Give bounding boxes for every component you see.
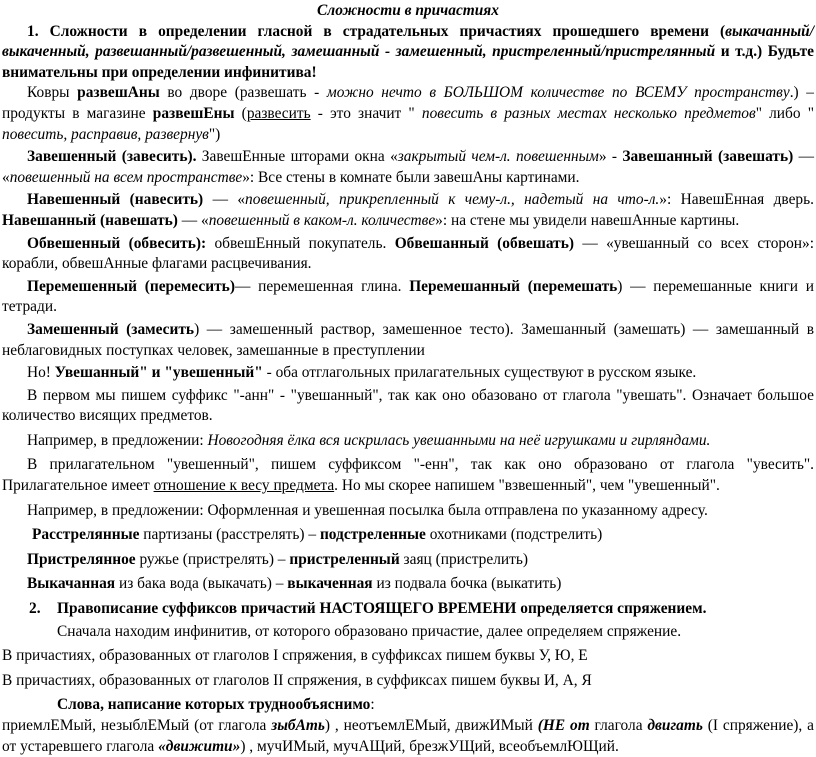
p3-italic: повешенный на всем пространстве <box>9 168 243 186</box>
p1-text-c: и т.д.) Будьте внимательны при определении инфинитива! <box>2 43 815 81</box>
list-number-2: 2. <box>29 600 41 618</box>
paragraph-5 <box>2 234 814 275</box>
document-page <box>0 1 816 757</box>
p6-term: Перемешенный (перемесить) <box>27 277 235 295</box>
p5-term: Обвешанный (обвешать) <box>394 234 574 252</box>
paragraph-17: Сначала находим инфинитив, от которого образовано причастие, далее определяем спряжение. <box>57 622 682 640</box>
p21-word: (НЕ от <box>537 717 590 734</box>
p14-term: Пристрелянное <box>27 550 136 568</box>
p15-text: из подвала бочка (выкатить) <box>372 575 562 593</box>
p11-underlined: отношение к весу предмета <box>153 477 335 495</box>
p15-text: из бака вода (выкачать) – <box>115 575 288 593</box>
p4-text: — « <box>203 191 246 209</box>
p8-text: - оба отглагольных прилагательных существуют в русском языке. <box>262 364 697 382</box>
p21-text: ) , мучИМый, мучАЩий, брезжУЩий, всеобъемлЮЩий. <box>240 737 619 755</box>
p3-text: » - <box>598 148 623 166</box>
p1-examples: выкачанный/выкаченный, развешанный/развешенный, замешанный - замешенный, пристреленный/пристрелянный <box>2 22 814 61</box>
p15-term: Выкачанная <box>27 575 116 593</box>
p13-term: подстреленные <box>319 526 426 544</box>
p21-text: приемлЕМый, незыблЕМый (от глагола <box>2 717 272 734</box>
paragraph-13 <box>2 525 814 546</box>
p6-text: ) — перемешанные книги и тетради. <box>2 277 815 316</box>
p16-heading: Правописание суффиксов причастий НАСТОЯЩЕГО ВРЕМЕНИ определяется спряжением. <box>57 600 707 618</box>
p11-text: В прилагательном "увешенный", пишем суффиксом "-енн", так как оно образовано от глагола "увесить". Прилагательное имеет <box>2 456 814 495</box>
p2-underlined: развесить <box>246 104 311 122</box>
document-title: Сложности в причастиях <box>317 2 499 19</box>
list-number-1: 1. <box>27 22 39 40</box>
paragraph-2 <box>2 83 814 145</box>
paragraph-10 <box>2 431 814 452</box>
p3-italic: закрытый чем-л. повешенным <box>397 148 599 166</box>
p14-text: заяц (пристрелить) <box>399 550 528 568</box>
p7-term: Замешенный (замесить <box>27 320 195 338</box>
paragraph-11 <box>2 455 814 496</box>
paragraph-1 <box>2 22 814 84</box>
p1-text-a: Сложности в определении гласной в страдательных причастиях прошедшего времени ( <box>38 22 726 40</box>
paragraph-6 <box>2 277 814 318</box>
p10-text: Например, в предложении: <box>27 431 208 449</box>
p13-text: партизаны (расстрелять) – <box>139 526 320 544</box>
p6-text: — перемешенная глина. <box>234 277 410 295</box>
p5-term: Обвешенный (обвесить): <box>27 234 207 252</box>
p2-text: - это значит " <box>310 104 422 122</box>
p5-text: — «увешанный со всех сторон»: корабли, обвешАнные флагами расцвечивания. <box>2 234 814 273</box>
p2-text: Ковры <box>27 84 78 102</box>
paragraph-20 <box>2 695 814 716</box>
paragraph-15 <box>2 574 814 595</box>
p2-text: ( <box>234 104 247 122</box>
p21-word: «движити» <box>158 737 241 755</box>
p2-italic: повесить в разных местах несколько предметов <box>421 104 756 122</box>
p5-text: обвешЕнный покупатель. <box>206 234 395 252</box>
p21-text: ) , неотъемлЕМый, движИМый <box>324 717 538 734</box>
p4-text: »: НавешЕнная дверь. <box>659 191 814 209</box>
p2-word-bold: развешАны <box>77 84 160 102</box>
p3-term: Завешенный (завесить). <box>27 148 197 166</box>
p8-text: Но! <box>27 364 55 382</box>
p7-text: ) — замешенный раствор, замешенное тесто). Замешанный (замешать) — замешанный в неблаговидных поступках человек, замешанные в преступлении <box>2 320 814 359</box>
p2-italic: повесить, расправив, развернув <box>2 125 209 143</box>
p4-term: Навешанный (навешать) <box>2 211 178 229</box>
p3-text: »: Все стены в комнате были завешАны картинами. <box>242 168 580 186</box>
paragraph-16 <box>2 599 814 620</box>
p4-text: — « <box>177 211 209 229</box>
p21-text: глагола <box>589 717 648 734</box>
p11-text: . Но мы скорее напишем "взвешенный", чем "увешенный". <box>334 477 720 495</box>
p4-text: »: на стене мы увидели навешАнные картины. <box>435 211 740 229</box>
p4-italic: повешенный, прикрепленный к чему-л., надетый на что-л. <box>245 191 660 209</box>
paragraph-18: В причастиях, образованных от глаголов I спряжения, в суффиксах пишем буквы У, Ю, Е <box>2 647 588 665</box>
p20-heading: Слова, написание которых труднообъяснимо <box>57 696 371 714</box>
paragraph-3 <box>2 147 814 188</box>
p10-example: Новогодняя ёлка вся искрилась увешанными на неё игрушками и гирляндами. <box>207 431 711 449</box>
p8-term: Увешанный" и "увешенный" <box>54 364 263 382</box>
paragraph-19: В причастиях, образованных от глаголов II спряжения, в суффиксах пишем буквы И, А, Я <box>2 671 592 689</box>
p2-word-bold: развешЕны <box>152 104 235 122</box>
p14-text: ружье (пристрелять) – <box>135 550 290 568</box>
p3-text: ЗавешЕнные шторами окна « <box>196 148 398 166</box>
paragraph-8 <box>2 363 814 384</box>
p21-word: зыбАть <box>271 717 325 734</box>
paragraph-4 <box>2 190 814 231</box>
p4-term: Навешенный (навесить) <box>27 191 204 209</box>
p14-term: пристреленный <box>289 550 400 568</box>
p3-text: — « <box>2 148 814 186</box>
p2-italic: можно нечто в БОЛЬШОМ количестве по ВСЕМУ пространству <box>326 84 790 102</box>
p2-text: ") <box>208 125 221 143</box>
paragraph-7 <box>2 320 814 361</box>
p13-text: охотниками (подстрелить) <box>425 526 603 544</box>
p3-term: Завешанный (завешать) <box>622 148 794 166</box>
p15-term: выкаченная <box>287 575 373 593</box>
p4-italic: повешенный в каком-л. количестве <box>208 211 436 229</box>
p2-text: " либо " <box>755 104 815 122</box>
p21-word: двигать <box>647 717 703 734</box>
paragraph-9: В первом мы пишем суффикс "-анн" - "увешанный", так как оно обазовано от глагола "увешать". Означает большое количество висящих предметов. <box>2 386 814 425</box>
paragraph-12: Например, в предложении: Оформленная и увешенная посылка была отправлена по указанному адресу. <box>27 501 708 519</box>
paragraph-21 <box>2 716 814 757</box>
p2-text: .) – продукты в магазине <box>2 84 814 122</box>
p13-term: Расстрелянные <box>32 526 140 544</box>
p6-term: Перемешанный (перемешать <box>409 277 618 295</box>
paragraph-14 <box>2 550 814 571</box>
p2-text: во дворе (развешать - <box>159 84 327 102</box>
p21-text: (I спряжение), а от устаревшего глагола <box>2 717 814 755</box>
p20-colon: : <box>370 696 375 714</box>
